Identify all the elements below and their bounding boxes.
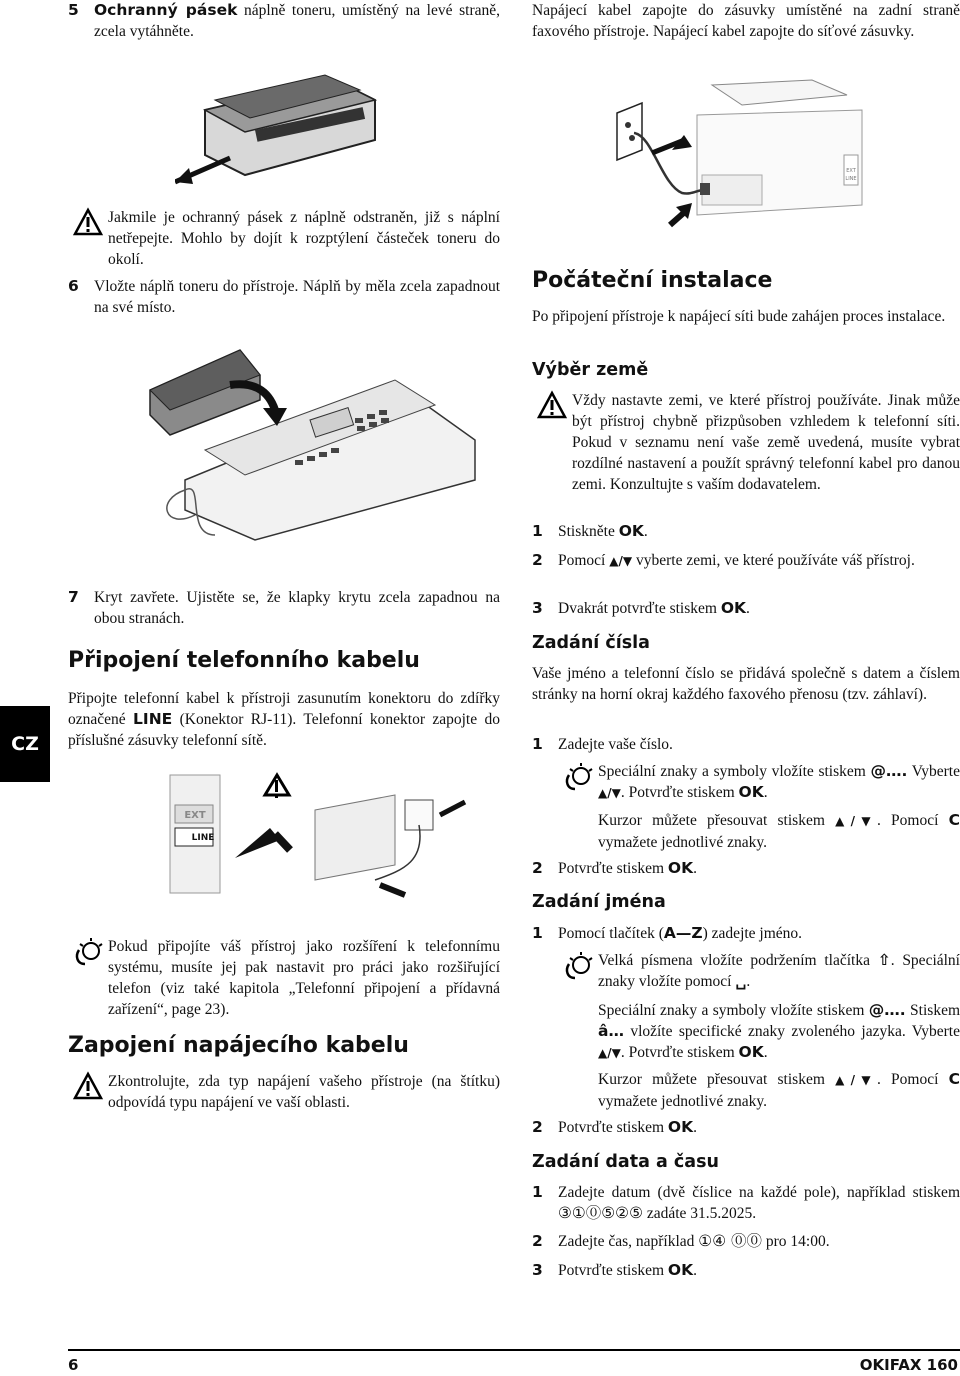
step-number: 1 <box>532 1183 543 1201</box>
section-heading: Počáteční instalace <box>532 268 773 293</box>
warning-icon <box>68 207 108 237</box>
section-heading: Připojení telefonního kabelu <box>68 648 420 673</box>
key-sequence: ③①⓪⑤②⑤ <box>558 1204 643 1222</box>
warning-country <box>532 390 960 495</box>
insert-toner-illustration <box>145 330 485 545</box>
date-step-2 <box>532 1231 960 1252</box>
tip-number <box>532 761 960 804</box>
step-number: 7 <box>68 588 79 606</box>
step-text: Kryt zavřete. Ujistěte se, že klapky krytu zcela zapadnou na obou stranách. <box>94 589 500 627</box>
tip-text: . Pomocí <box>876 1071 949 1088</box>
tip-text: vymažete jednotlivé znaky. <box>598 834 767 851</box>
step-text: . <box>643 523 648 540</box>
line-port-label: LINE <box>191 833 215 843</box>
power-cable-illustration <box>612 75 884 235</box>
step-text: vyberte zemi, ve které používáte váš přístroj. <box>632 552 915 569</box>
step-5 <box>68 0 500 42</box>
step-text: . <box>693 1262 697 1279</box>
warning-text: Jakmile je ochranný pásek z náplně odstraněn, již s náplní netřepejte. Mohlo by dojít k rozptýlení částeček toneru do okolí. <box>108 209 500 268</box>
step-text: Dvakrát potvrďte stiskem <box>558 600 721 617</box>
step-number: 3 <box>532 599 543 617</box>
tip-text: Velká písmena vložíte podržením tlačítka <box>598 952 878 969</box>
tip-text: . Potvrďte stiskem <box>620 784 739 801</box>
tip-text: Kurzor můžete přesouvat stiskem <box>598 812 836 829</box>
tip-text: Stiskem <box>905 1002 960 1019</box>
product-name: OKIFAX 160 <box>859 1356 958 1374</box>
line-port-label: LINE <box>845 176 857 182</box>
tip-text: Speciální znaky a symboly vložíte stiskem <box>598 1002 869 1019</box>
key-label: OK <box>738 783 764 801</box>
step-text: ) zadejte jméno. <box>702 925 803 942</box>
country-step-2 <box>532 550 960 572</box>
key-label: OK <box>738 1043 764 1061</box>
number-instructions <box>532 663 960 705</box>
step-number: 1 <box>532 735 543 753</box>
step-text: Zadejte čas, například <box>558 1233 699 1250</box>
step-number: 3 <box>532 1261 543 1279</box>
number-step-1 <box>532 734 960 755</box>
step-title: Ochranný pásek <box>94 1 238 19</box>
tip-text: . <box>763 1044 768 1061</box>
key-label: â… <box>598 1022 624 1040</box>
step-text: Zadejte datum (dvě číslice na každé pole), například stiskem <box>558 1184 960 1201</box>
tip-lightbulb-icon <box>558 950 598 984</box>
step-text: pro 14:00. <box>762 1233 830 1250</box>
key-label: OK <box>667 859 694 877</box>
step-text: Pomocí <box>558 552 610 569</box>
warning-power <box>68 1071 500 1113</box>
tip-text: . Potvrďte stiskem <box>620 1044 739 1061</box>
step-text: zadáte 31.5.2025. <box>642 1205 757 1222</box>
warning-text: Vždy nastavte zemi, ve které přístroj používáte. Jinak může být přístroj chybně přizpůsoben vzhledem k telefonní síti. Pokud v seznamu není vaše země uvedená, musíte vybrat rozdílné nastavení a použít správný telefonní kabel pro danou zemi. Konzultujte s vaším dodavatelem. <box>572 392 960 493</box>
warning-text: Zkontrolujte, zda typ napájení vašeho přístroje (na štítku) odpovídá typu napájení ve vaší oblasti. <box>108 1073 500 1111</box>
date-step-1 <box>532 1182 960 1224</box>
step-number: 1 <box>532 522 543 540</box>
key-label: A—Z <box>663 924 703 942</box>
step-text: Vložte náplň toneru do přístroje. Náplň by měla zcela zapadnout na své místo. <box>94 278 500 316</box>
toner-strip-illustration <box>175 70 385 195</box>
ext-port-label: EXT <box>846 168 856 174</box>
step-number: 5 <box>68 1 79 19</box>
step-text: náplně toneru, umístěný na levé straně, zcela vytáhněte. <box>94 2 500 40</box>
section-date-time <box>532 1152 960 1173</box>
name-step-1 <box>532 923 960 944</box>
step-number: 1 <box>532 924 543 942</box>
shift-key-icon: ⇧ <box>877 951 891 969</box>
warning-toner <box>68 207 500 270</box>
section-initial-install <box>532 270 960 291</box>
tip-text: Kurzor můžete přesouvat stiskem <box>598 1071 836 1088</box>
tip-name-cursor <box>598 1069 960 1112</box>
paragraph-text: Vaše jméno a telefonní číslo se přidává společně s datem a číslem stránky na horní okraj každého faxového přenosu (tzv. záhlaví). <box>532 665 960 703</box>
tip-text: vymažete jednotlivé znaky. <box>598 1093 767 1110</box>
country-step-3 <box>532 598 960 619</box>
key-label: OK <box>618 522 644 540</box>
phone-instructions <box>68 688 500 751</box>
step-7 <box>68 587 500 629</box>
language-tab: CZ <box>0 706 50 782</box>
warning-icon <box>68 1071 108 1101</box>
key-label: OK <box>720 599 747 617</box>
paragraph-text: Připojte telefonní kabel k přístroji zasunutím konektoru do zdířky označené <box>68 690 500 728</box>
step-text: . <box>693 860 697 877</box>
date-step-3 <box>532 1260 960 1281</box>
key-sequence: ①④ ⓪⓪ <box>698 1232 763 1250</box>
section-subheading: Zadání data a času <box>532 1152 719 1172</box>
key-label: ▲/▼ <box>835 1073 877 1087</box>
key-label: ▲/▼ <box>609 554 633 568</box>
tip-text: Speciální znaky a symboly vložíte stiskem <box>598 763 871 780</box>
key-label: ▲/▼ <box>598 1046 621 1060</box>
country-step-1 <box>532 521 960 542</box>
step-number: 2 <box>532 1118 543 1136</box>
ext-port-label: EXT <box>184 810 206 821</box>
tip-number-cursor <box>598 810 960 853</box>
tip-text: . <box>746 973 751 990</box>
key-label: C <box>948 1070 960 1088</box>
key-label: @…. <box>868 1001 906 1019</box>
tip-lightbulb-icon <box>68 936 108 970</box>
warning-icon <box>532 390 572 420</box>
tip-phone-extension <box>68 936 500 1020</box>
number-step-2 <box>532 858 960 879</box>
section-country <box>532 360 960 381</box>
section-number <box>532 633 960 654</box>
step-text: Potvrďte stiskem <box>558 1262 668 1279</box>
power-instructions <box>532 0 960 42</box>
step-6 <box>68 276 500 318</box>
tip-text: . Speciální znaky vložíte pomocí <box>598 952 960 990</box>
paragraph-text: Po připojení přístroje k napájecí síti bude zahájen proces instalace. <box>532 308 946 325</box>
step-number: 6 <box>68 277 79 295</box>
tip-text: Pokud připojíte váš přístroj jako rozšíření k telefonnímu systému, musíte jej pak nastavit pro práci jako rozšiřující telefon (viz také kapitola „Telefonní připojení a přídavná zařízení“, page 23). <box>108 938 500 1018</box>
step-number: 2 <box>532 1232 543 1250</box>
step-text: Potvrďte stiskem <box>558 860 668 877</box>
tip-name <box>532 950 960 992</box>
install-instructions <box>532 306 960 327</box>
key-label: ▲/▼ <box>598 786 621 800</box>
step-text: Pomocí tlačítek ( <box>558 925 664 942</box>
key-label: OK <box>667 1261 694 1279</box>
key-label: @…. <box>870 762 908 780</box>
key-label: OK <box>667 1118 694 1136</box>
step-number: 2 <box>532 859 543 877</box>
tip-lightbulb-icon <box>558 761 598 795</box>
page-number: 6 <box>68 1356 79 1374</box>
section-name <box>532 892 960 913</box>
key-label: C <box>948 811 960 829</box>
step-text: . <box>746 600 750 617</box>
paragraph-text: (Konektor RJ-11). Telefonní konektor zapojte do příslušné zásuvky telefonní sítě. <box>68 711 501 749</box>
section-subheading: Zadání čísla <box>532 633 650 653</box>
step-number: 2 <box>532 551 543 569</box>
phone-cable-illustration <box>165 770 485 900</box>
section-subheading: Výběr země <box>532 360 649 380</box>
space-key-icon: ␣ <box>735 972 747 990</box>
name-step-2 <box>532 1117 960 1138</box>
section-subheading: Zadání jména <box>532 892 666 912</box>
tip-name-special <box>598 1000 960 1064</box>
paragraph-text: Napájecí kabel zapojte do zásuvky umístěné na zadní straně faxového přístroje. Napájecí kabel zapojte do síťové zásuvky. <box>532 2 960 40</box>
tip-text: Vyberte <box>907 763 960 780</box>
step-text: Zadejte vaše číslo. <box>558 736 673 753</box>
footer-rule <box>68 1349 960 1351</box>
section-power-cable <box>68 1035 500 1056</box>
section-heading: Zapojení napájecího kabelu <box>68 1033 409 1058</box>
section-phone-cable <box>68 650 500 671</box>
step-text: Potvrďte stiskem <box>558 1119 668 1136</box>
step-text: . <box>693 1119 697 1136</box>
line-label: LINE <box>133 710 173 728</box>
step-text: Stiskněte <box>558 523 619 540</box>
tip-text: . Pomocí <box>876 812 949 829</box>
tip-text: vložíte specifické znaky zvoleného jazyka. Vyberte <box>623 1023 960 1040</box>
tip-text: . <box>763 784 768 801</box>
key-label: ▲/▼ <box>835 814 877 828</box>
